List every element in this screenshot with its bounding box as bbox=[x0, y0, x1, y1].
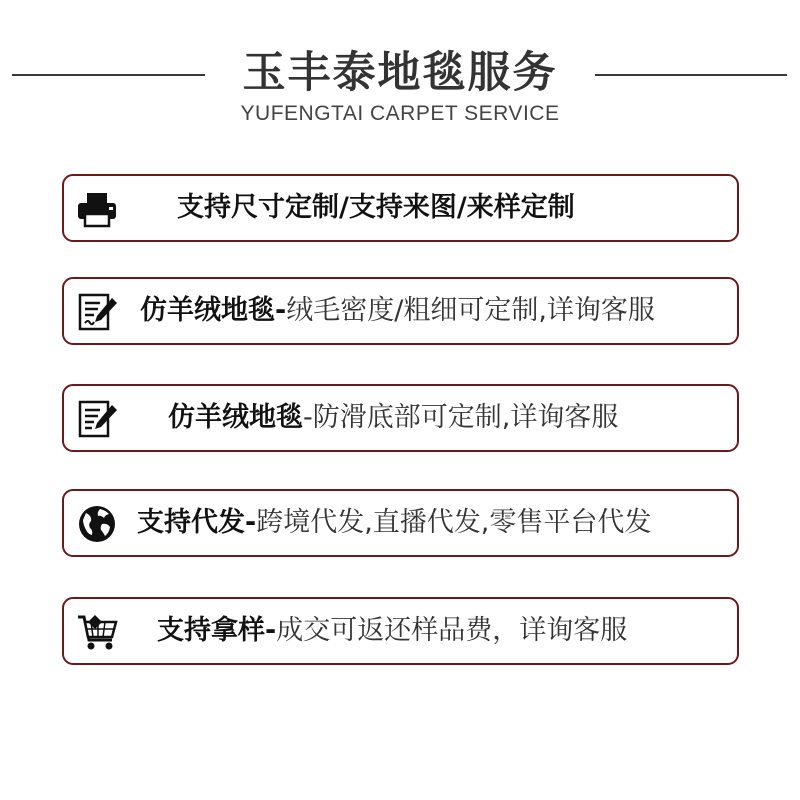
service-card-antislip bbox=[62, 384, 739, 452]
globe-icon bbox=[76, 504, 118, 544]
card-text-bold: 支持尺寸定制/支持来图/来样定制 bbox=[177, 192, 575, 223]
service-card-dropship bbox=[62, 489, 739, 557]
title-rule-left bbox=[12, 74, 205, 76]
card-text-light: 绒毛密度/粗细可定制,详询客服 bbox=[286, 295, 655, 326]
service-card-pile-density bbox=[62, 277, 739, 345]
document-edit-icon bbox=[76, 292, 118, 332]
card-text-light: 成交可返还样品费，详询客服 bbox=[276, 615, 628, 646]
page-title: 玉丰泰地毯服务 bbox=[242, 48, 558, 98]
document-edit-icon bbox=[76, 399, 118, 439]
page-subtitle: YUFENGTAI CARPET SERVICE bbox=[240, 102, 560, 125]
card-text-light: -防滑底部可定制,详询客服 bbox=[303, 402, 619, 433]
service-card-samples bbox=[62, 597, 739, 665]
card-text-bold: 仿羊绒地毯 bbox=[168, 402, 303, 433]
card-text-bold: 支持代发- bbox=[137, 507, 257, 538]
card-text-bold: 支持拿样- bbox=[157, 615, 277, 646]
title-rule-right bbox=[595, 74, 787, 76]
printer-icon bbox=[76, 189, 118, 229]
card-text-bold: 仿羊绒地毯- bbox=[140, 295, 287, 326]
service-card-custom-size bbox=[62, 174, 739, 242]
card-text-light: 跨境代发,直播代发,零售平台代发 bbox=[256, 507, 652, 538]
shopping-cart-icon bbox=[76, 612, 118, 652]
